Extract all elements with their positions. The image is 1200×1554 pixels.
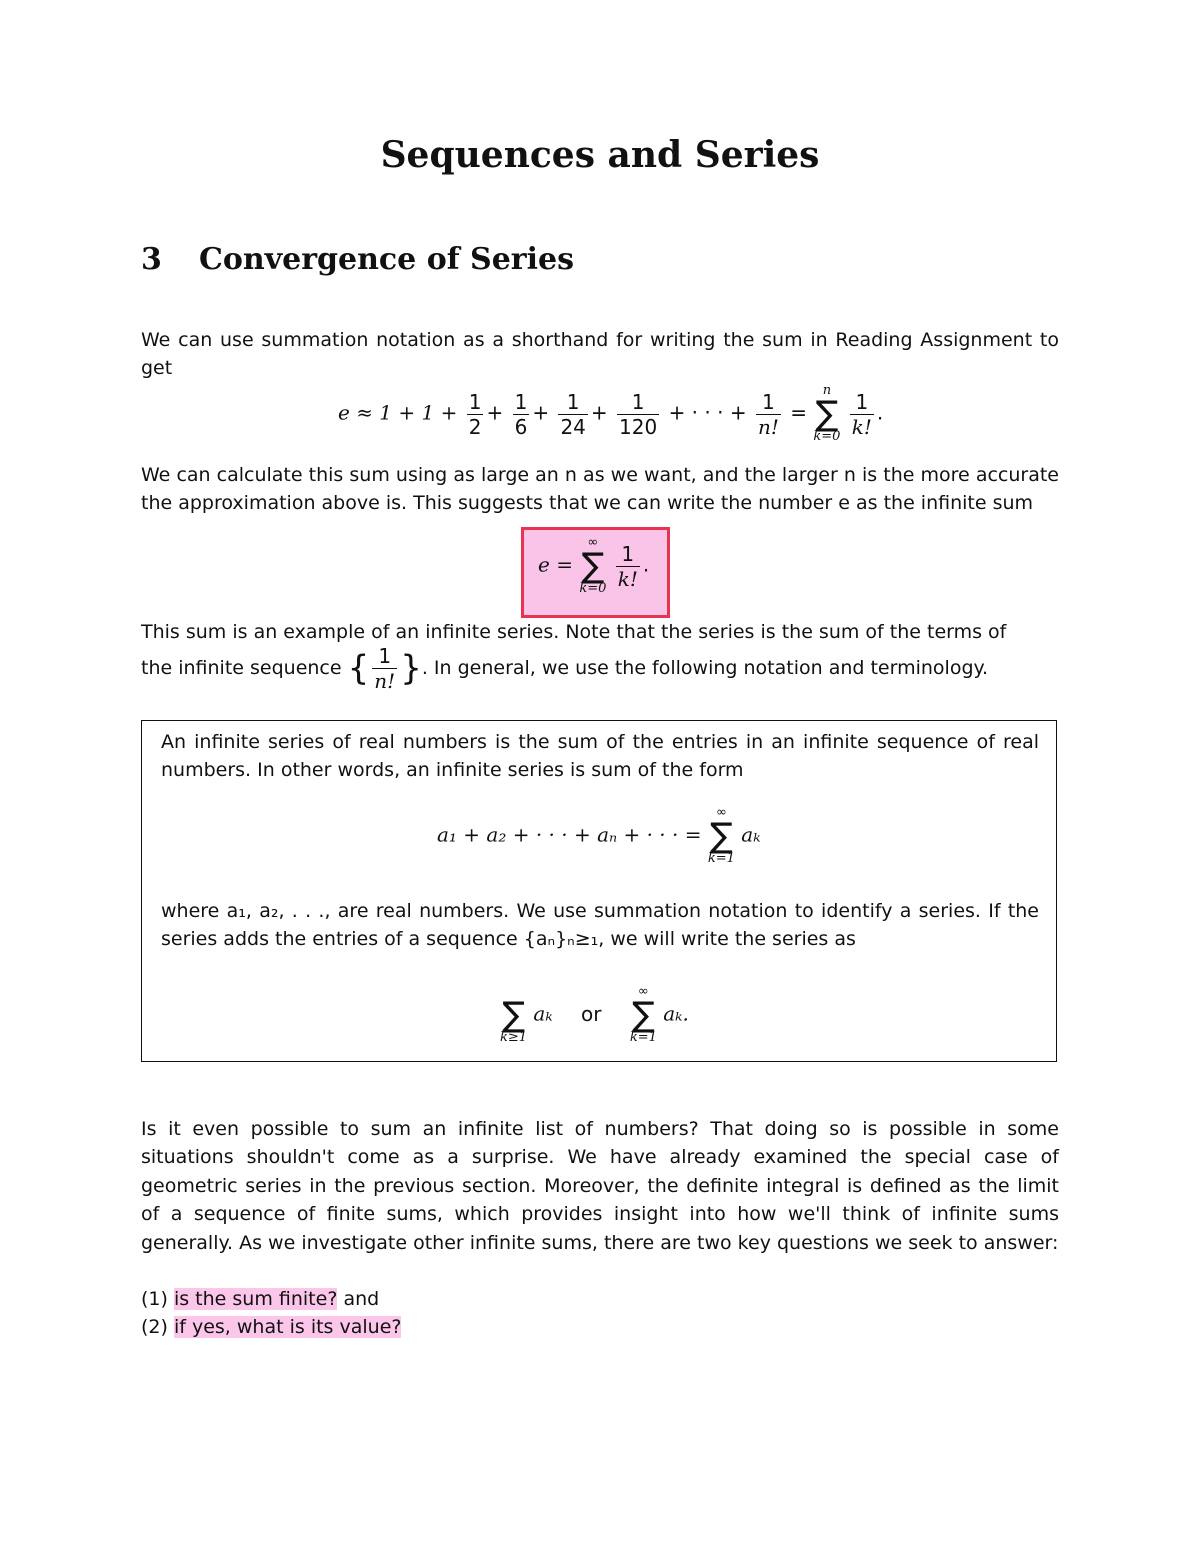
eq1-sigma: n ∑ k=0 bbox=[813, 383, 841, 444]
paragraph-sequence-line: the infinite sequence { $\frac{1}{n!}$ }. In general, we use the following notation and terminology. bbox=[141, 644, 989, 693]
page-title: Sequences and Series bbox=[380, 134, 820, 176]
eq1-equals: = bbox=[790, 400, 807, 425]
paragraph-infinite-sum: We can calculate this sum using as large an n as we want, and the larger n is the more accurate the approximation above is. This suggests that we can write the number e as the infinite sum bbox=[141, 464, 1059, 515]
section-number: 3 bbox=[141, 242, 162, 277]
eq1-frac-last: $\frac{1}{n!}$ bbox=[757, 389, 779, 439]
eq2-lhs: e = bbox=[538, 552, 573, 577]
question-2-highlight: if yes, what is its value? bbox=[173, 1316, 402, 1338]
equation-series-notation bbox=[500, 985, 689, 1045]
paragraph-series-example: This sum is an example of an infinite series. Note that the series is the sum of the terms of bbox=[141, 621, 1007, 643]
notation-sigma-2: ∞ ∑ k=1 bbox=[629, 984, 657, 1045]
equation-e-approx: e ≈ 1 + 1 + $\frac{1}{2}$ + $\frac{1}{6}$ + $\frac{1}{24}$ + $\frac{1}{120}$ + · · · + $\frac{1}{n!}$ = n ∑ k=0 $\frac{1}{k!}$ . bbox=[338, 383, 884, 444]
equation-e-infinite: e = ∞ ∑ k=0 $\frac{1}{k!}$ . bbox=[538, 535, 650, 596]
equation-series-form bbox=[437, 806, 760, 866]
notation-term-2: aₖ. bbox=[663, 1001, 689, 1026]
question-1-after: and bbox=[343, 1288, 380, 1310]
eq1-frac-2: $\frac{1}{6}$ bbox=[514, 389, 528, 439]
eq1-sum-frac: $\frac{1}{k!}$ bbox=[851, 389, 872, 439]
notation-term-1: aₖ bbox=[533, 1001, 553, 1026]
section-heading bbox=[141, 242, 574, 277]
question-1 bbox=[141, 1285, 379, 1313]
eq1-dots: + · · · + bbox=[668, 400, 747, 425]
eq2-frac: $\frac{1}{k!}$ bbox=[617, 541, 638, 591]
eq2-sigma: ∞ ∑ k=0 bbox=[579, 535, 607, 596]
sequence-frac: $\frac{1}{n!}$ bbox=[374, 644, 396, 693]
notation-or: or bbox=[580, 1001, 602, 1026]
eq1-lhs: e ≈ 1 + 1 + bbox=[338, 400, 458, 425]
eq1-frac-4: $\frac{1}{120}$ bbox=[619, 389, 658, 439]
series-term: aₖ bbox=[741, 822, 761, 847]
sequence-text-pre: the infinite sequence bbox=[141, 657, 342, 679]
paragraph-intro: We can use summation notation as a shorthand for writing the sum in Reading Assignment to get bbox=[141, 329, 1059, 380]
notation-sigma-1: ∑ k≥1 bbox=[500, 995, 528, 1045]
question-2 bbox=[141, 1313, 401, 1341]
eq1-frac-3: $\frac{1}{24}$ bbox=[560, 389, 586, 439]
question-1-number: (1) bbox=[141, 1288, 168, 1310]
eq1-frac-1: $\frac{1}{2}$ bbox=[468, 389, 482, 439]
series-lhs: a₁ + a₂ + · · · + aₙ + · · · = bbox=[437, 822, 702, 847]
question-1-highlight: is the sum finite? bbox=[173, 1288, 338, 1310]
question-2-number: (2) bbox=[141, 1316, 168, 1338]
series-sigma: ∞ ∑ k=1 bbox=[707, 805, 735, 866]
definition-text-1: An infinite series of real numbers is the sum of the entries in an infinite sequence of real numbers. In other words, an infinite series is sum of the form bbox=[161, 731, 1039, 782]
paragraph-questions-intro: Is it even possible to sum an infinite list of numbers? That doing so is possible in some situations shouldn't come as a surprise. We have already examined the special case of geometric series in the previous section. Moreover, the definite integral is defined as the limit of a sequence of finite sums, which provides insight into how we'll think of infinite sums generally. As we investigate other infinite sums, there are two key questions we seek to answer: bbox=[141, 1118, 1059, 1254]
definition-text-2: where a₁, a₂, . . ., are real numbers. We use summation notation to identify a series. If the series adds the entries of a sequence {aₙ}ₙ≥₁, we will write the series as bbox=[161, 900, 1039, 951]
section-title: Convergence of Series bbox=[199, 242, 574, 277]
sequence-text-post: . In general, we use the following notation and terminology. bbox=[421, 657, 989, 679]
